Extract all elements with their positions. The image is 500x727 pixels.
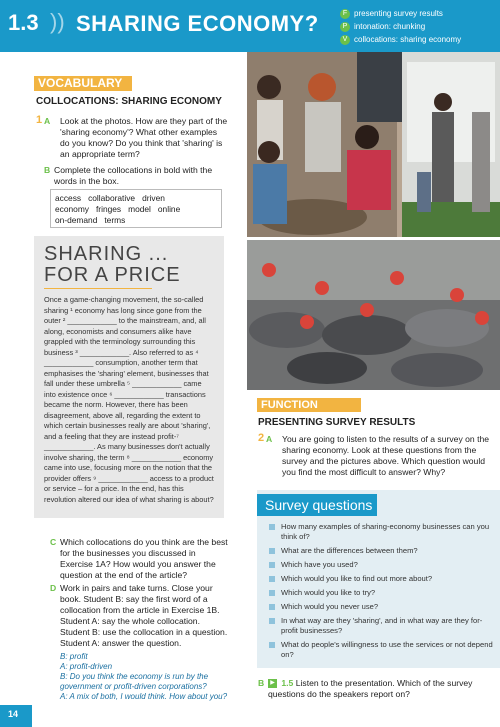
coworking-photo xyxy=(247,52,500,237)
unit-title: SHARING ECONOMY? xyxy=(76,11,319,36)
sound-wave-icon: )) xyxy=(50,9,65,34)
exercise-1c-text: Which collocations do you think are the best for the businesses you discussed in Exercise 1A? How would you answer the question at the end of the article? xyxy=(60,537,228,580)
word-item: model xyxy=(128,204,151,214)
word-box xyxy=(50,189,222,228)
track-number: 1.5 xyxy=(281,678,294,688)
list-item: Which would you never use? xyxy=(269,602,495,612)
bullet-icon xyxy=(269,548,275,554)
list-item: What are the differences between them? xyxy=(269,546,495,556)
bullet-icon xyxy=(269,590,275,596)
word-item: access xyxy=(55,193,82,203)
exercise-letter: A xyxy=(44,116,51,126)
exercise-1d xyxy=(50,583,228,702)
list-item: Which would you like to try? xyxy=(269,588,495,598)
objectives-list xyxy=(340,7,461,46)
word-item: collaborative xyxy=(88,193,136,203)
exercise-letter: C xyxy=(50,537,57,547)
exercise-number: 1 xyxy=(36,114,43,126)
list-item: Which would you like to find out more about? xyxy=(269,574,495,584)
title-underline xyxy=(44,288,152,289)
word-item: online xyxy=(157,204,181,214)
objective-item: P intonation: chunking xyxy=(340,20,461,33)
word-item: economy xyxy=(55,204,89,214)
survey-title: Survey questions xyxy=(257,494,377,516)
dialog-line: A: A mix of both, I would think. How about you? xyxy=(60,692,228,701)
vocab-heading: COLLOCATIONS: SHARING ECONOMY xyxy=(36,96,222,107)
vocabulary-icon: V xyxy=(340,35,350,45)
list-item: In what way are they 'sharing', and in what way are they for-profit businesses? xyxy=(269,616,495,636)
exercise-2a xyxy=(258,434,494,478)
exercise-letter: A xyxy=(266,434,273,444)
dialog-line: B: Do you think the economy is run by the government or profit-driven corporations? xyxy=(60,672,209,691)
list-item: How many examples of sharing-economy businesses can you think of? xyxy=(269,522,495,542)
exercise-letter: B xyxy=(44,165,51,175)
word-item: driven xyxy=(142,193,165,203)
bullet-icon xyxy=(269,524,275,530)
survey-question-list xyxy=(269,522,495,664)
exercise-1b xyxy=(44,165,228,187)
word-item: terms xyxy=(104,215,126,225)
list-item: Which have you used? xyxy=(269,560,495,570)
exercise-letter: D xyxy=(50,583,57,593)
function-icon: F xyxy=(340,9,350,19)
article-title-line2: FOR A PRICE xyxy=(44,264,181,286)
objective-item: F presenting survey results xyxy=(340,7,461,20)
function-heading: PRESENTING SURVEY RESULTS xyxy=(258,417,416,428)
article-body: Once a game-changing movement, the so-called sharing ¹ economy has long since gone from the outer ² ____________ to the mainstream, and, all along, economists and consumers alike have grappled with the terminology surrounding this business ³ ____________. Also referred to as ⁴ ____________ consumption, another term that emphasises the 'sharing' element, businesses that fall under these umbrella ⁵ ____________ came into existence once ⁶ ____________ transactions became the norm. However, there has been disagreement, above all, regarding the extent to which certain businesses really are about 'sharing', and a feeling that they are instead profit-⁷ ____________. As many businesses don't actually involve sharing, the term ⁸ ____________ economy came into use, focusing more on the notion that the provider offers ⁹ ____________ access to a product or service – for a price. In the end, has this revolution altered our idea of what sharing is about? xyxy=(44,295,214,504)
cars-photo xyxy=(247,240,500,390)
bullet-icon xyxy=(269,562,275,568)
bullet-icon xyxy=(269,604,275,610)
bullet-icon xyxy=(269,576,275,582)
article-title-line1: SHARING ... xyxy=(44,243,169,265)
function-tag: FUNCTION xyxy=(257,398,361,412)
exercise-1d-text: Work in pairs and take turns. Close your book. Student B: say the first word of a collocation from the article in Exercise 1B. Student A: say the whole collocation. Student B: use the collocation in a question. Student A: answer the question. xyxy=(60,583,228,648)
exercise-number: 2 xyxy=(258,432,265,444)
pronunciation-icon: P xyxy=(340,22,350,32)
article-box xyxy=(34,236,224,518)
exercise-letter: B xyxy=(258,678,265,688)
exercise-2a-text: You are going to listen to the results of a survey on the sharing economy. Look at these questions from the survey and the pictures above. Which question would you find the most difficult to answer? Why? xyxy=(282,434,490,477)
dialog-line: B: profit xyxy=(60,652,88,661)
exercise-2b-text: Listen to the presentation. Which of the survey questions do the speakers report on? xyxy=(268,678,473,699)
list-item: What do people's willingness to use the services or not depend on? xyxy=(269,640,495,660)
exercise-1a xyxy=(36,116,228,160)
unit-header xyxy=(0,0,500,52)
example-dialog xyxy=(50,652,228,702)
word-item: on-demand xyxy=(55,215,98,225)
exercise-1b-text: Complete the collocations in bold with the words in the box. xyxy=(54,165,213,186)
word-item: fringes xyxy=(95,204,122,214)
play-audio-icon[interactable]: ▶ xyxy=(268,679,277,688)
unit-number: 1.3 xyxy=(8,10,39,35)
exercise-1a-text: Look at the photos. How are they part of the 'sharing economy'? What other examples do you know? Do you think that 'sharing' is an appropriate term? xyxy=(60,116,228,159)
page-number: 14 xyxy=(0,705,32,727)
vocabulary-tag: VOCABULARY xyxy=(34,76,132,91)
exercise-1c xyxy=(50,537,228,581)
bullet-icon xyxy=(269,642,275,648)
exercise-2b xyxy=(258,678,494,700)
dialog-line: A: profit-driven xyxy=(60,662,113,671)
survey-questions-box xyxy=(257,490,500,668)
objective-item: V collocations: sharing economy xyxy=(340,33,461,46)
bullet-icon xyxy=(269,618,275,624)
